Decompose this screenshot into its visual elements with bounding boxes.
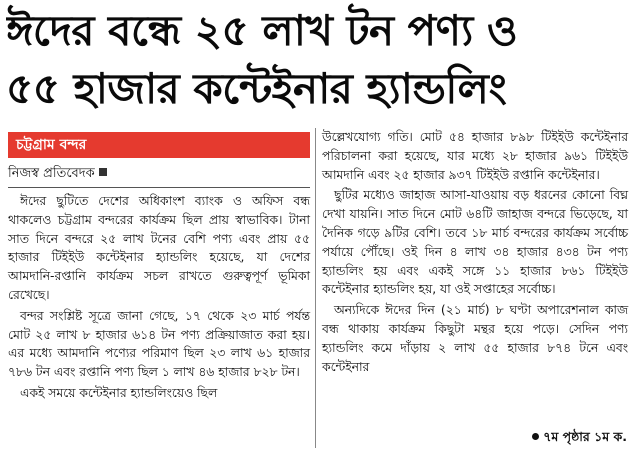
square-bullet-icon <box>99 168 107 176</box>
right-column <box>322 128 628 378</box>
right-paragraph-1: উল্লেখযোগ্য গতি। মোট ৫৪ হাজার ৮৯৮ টিইইউ কন্টেইনার পরিচালনা করা হয়েছে, যার মধ্যে ২৮ হাজার ৯৬১ টিইইউ আমদানি এবং ২৫ হাজার ৯৩৭ টিইইউ রপ্তানি কন্টেইনার। <box>322 130 628 182</box>
headline-line-2: ৫৫ হাজার কন্টেইনার হ্যান্ডলিং <box>6 64 507 113</box>
column-divider <box>315 128 316 448</box>
right-paragraph-3: অন্যদিকে ঈদের দিন (২১ মার্চ) ৮ ঘণ্টা অপারেশনাল কাজ বন্ধ থাকায় কার্যক্রম কিছুটা মন্থর হয়ে পড়ে। সেদিন পণ্য হ্যান্ডলিং কমে দাঁড়ায় ২ লাখ ৫৫ হাজার ৮৭৪ টনে এবং কন্টেইনার <box>322 303 628 374</box>
byline <box>8 164 310 184</box>
bullet-dot-icon <box>532 433 539 440</box>
byline-rule <box>8 187 310 188</box>
headline <box>6 2 628 118</box>
left-paragraph-2: বন্দর সংশ্লিষ্ট সূত্রে জানা গেছে, ১৭ থেকে ২৩ মার্চ পর্যন্ত মোট ২৫ লাখ ৮ হাজার ৬১৪ টন পণ্য প্রক্রিয়াজাত করা হয়। এর মধ্যে আমদানি পণ্যের পরিমাণ ছিল ২৩ লাখ ৬১ হাজার ৭৮৬ টন এবং রপ্তানি পণ্য ছিল ১ লাখ ৪৬ হাজার ৮২৮ টন। <box>8 308 310 380</box>
headline-line-1: ঈদের বন্ধে ২৫ লাখ টন পণ্য ও <box>6 6 518 55</box>
left-column <box>8 132 310 405</box>
left-paragraph-1: ঈদের ছুটিতে দেশের অধিকাংশ ব্যাংক ও অফিস বন্ধ থাকলেও চট্টগ্রাম বন্দরের কার্যক্রম ছিল প্রায় স্বাভাবিক। টানা সাত দিনে বন্দরে ২৫ লাখ টনের বেশি পণ্য এবং প্রায় ৫৫ হাজার টিইইউ কন্টেইনার হ্যান্ডলিং হয়েছে, যা দেশের আমদানি-রপ্তানি কার্যক্রম সচল রাখতে গুরুত্বপূর্ণ ভূমিকা রেখেছে। <box>8 194 310 302</box>
byline-text: নিজস্ব প্রতিবেদক <box>8 166 95 181</box>
continuation-note <box>532 428 627 446</box>
right-paragraph-2: ছুটির মধ্যেও জাহাজ আসা-যাওয়ায় বড় ধরনের কোনো বিঘ্ন দেখা যায়নি। সাত দিনে মোট ৬৪টি জাহাজ বন্দরে ভিড়েছে, যা দৈনিক গড়ে ৯টির বেশি। তবে ১৮ মার্চ বন্দরের কার্যক্রম সর্বোচ্চ পর্যায়ে পৌঁছে। ওই দিন ৪ লাখ ৩৪ হাজার ৪৩৪ টন পণ্য হ্যান্ডলিং হয় এবং একই সঙ্গে ১১ হাজার ৮৬১ টিইইউ কন্টেইনার হ্যান্ডলিং হয়, যা ওই সপ্তাহের সর্বোচ্চ। <box>322 188 628 297</box>
continuation-text: ৭ম পৃষ্ঠার ১ম ক. <box>543 429 627 444</box>
left-paragraph-3: একই সময়ে কন্টেইনার হ্যান্ডলিংয়েও ছিল <box>20 385 218 400</box>
section-label: চট্টগ্রাম বন্দর <box>8 132 310 158</box>
